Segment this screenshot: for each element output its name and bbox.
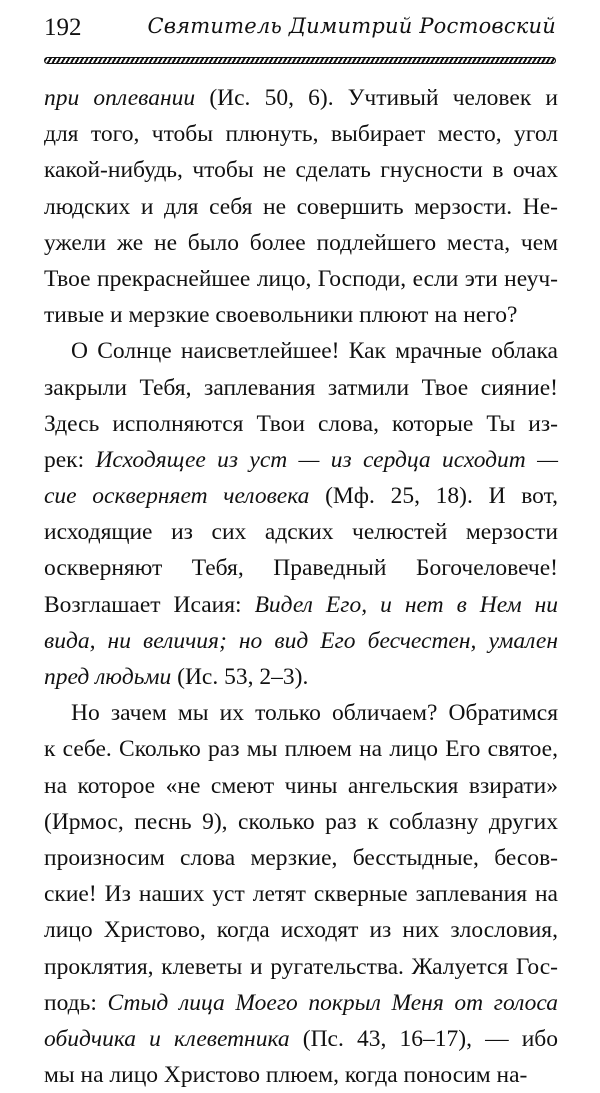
text-run: мы на лицо Христово плюем, когда поносим на-: [44, 1062, 528, 1089]
text-run: людских и для себя не совершить мерзости. Не-: [44, 193, 558, 220]
text-run: О Солнце наисветлейшее! Как мрачные облака: [71, 338, 558, 365]
italic-quote: обидчика и клеветника: [44, 1025, 290, 1052]
text-line: [44, 550, 558, 586]
italic-quote: Стыд лица Моего покрыл Меня от голоса: [107, 989, 558, 1016]
text-run: закрыли Тебя, заплевания затмили Твое сияние!: [44, 374, 558, 401]
italic-quote: при оплевании: [44, 85, 196, 111]
text-line: [44, 261, 558, 297]
text-run: лицо Христово, когда исходят из них злословия,: [44, 917, 558, 944]
page-header: [44, 14, 556, 44]
text-line: [44, 80, 558, 116]
text-line: [44, 876, 558, 912]
text-run: ужели же не было более подлейшего места, чем: [44, 229, 558, 256]
text-run: тивые и мерзкие своевольники плюют на него?: [44, 302, 518, 329]
text-run: оскверняют Тебя, Праведный Богочеловече!: [44, 555, 558, 582]
italic-quote: вида, ни величия; но вид Его бесчестен, умален: [44, 627, 558, 654]
text-run: Но зачем мы их только обличаем? Обратимся: [71, 700, 558, 727]
text-run: Здесь исполняются Твои слова, которые Ты из-: [44, 410, 558, 437]
text-line: [44, 659, 558, 695]
text-line: [44, 804, 558, 840]
running-title: Святитель Димитрий Ростовский: [147, 14, 556, 38]
text-line: [44, 731, 558, 767]
text-line: [44, 768, 558, 804]
text-line: [44, 225, 558, 261]
text-run: Возглашает Исаия:: [44, 591, 255, 618]
text-line: [44, 912, 558, 948]
text-line: [44, 1057, 558, 1093]
text-run: Твое прекраснейшее лицо, Господи, если эти неуч-: [44, 265, 558, 292]
italic-quote: пред людьми: [44, 664, 172, 690]
text-line: [44, 189, 558, 225]
rope-ornament-divider: [44, 57, 556, 64]
text-run: (Пс. 43, 16–17), — ибо: [289, 1025, 558, 1052]
italic-quote: сие оскверняет человека: [44, 483, 310, 510]
text-run: к себе. Сколько раз мы плюем на лицо Его святое,: [44, 736, 558, 763]
page-number: 192: [44, 14, 82, 41]
body-text: [44, 80, 558, 1093]
text-line: [44, 297, 558, 333]
text-run: проклятия, клеветы и ругательства. Жалуется Гос-: [44, 953, 558, 980]
text-line: [44, 985, 558, 1021]
text-line: [44, 406, 558, 442]
text-line: [44, 840, 558, 876]
text-line: [44, 333, 558, 369]
text-line: [44, 370, 558, 406]
text-line: [44, 695, 558, 731]
text-line: [44, 587, 558, 623]
text-run: (Ис. 53, 2–3).: [171, 664, 309, 690]
text-run: (Ирмос, песнь 9), сколько раз к соблазну других: [44, 808, 558, 835]
text-line: [44, 623, 558, 659]
text-line: [44, 152, 558, 188]
text-line: [44, 478, 558, 514]
text-run: какой-нибудь, чтобы не сделать гнусности в очах: [44, 157, 558, 184]
text-line: [44, 514, 558, 550]
paragraph: [44, 333, 558, 695]
text-run: (Мф. 25, 18). И вот,: [309, 483, 559, 510]
text-run: ские! Из наших уст летят скверные заплевания на: [44, 881, 558, 908]
paragraph: [44, 80, 558, 333]
text-run: исходящие из сих адских челюстей мерзости: [44, 519, 558, 546]
italic-quote: Видел Его, и нет в Нем ни: [254, 591, 558, 618]
text-line: [44, 442, 558, 478]
text-line: [44, 949, 558, 985]
text-run: на которое «не смеют чины ангельския взирати»: [44, 772, 558, 799]
text-run: произносим слова мерзкие, бесстыдные, бесов-: [44, 844, 558, 871]
text-run: подь:: [44, 989, 108, 1016]
italic-quote: Исходящее из уст — из сердца исходит —: [95, 446, 558, 473]
text-run: для того, чтобы плюнуть, выбирает место, угол: [44, 121, 558, 148]
text-line: [44, 1021, 558, 1057]
text-line: [44, 116, 558, 152]
paragraph: [44, 695, 558, 1093]
text-run: (Ис. 50, 6). Учтивый человек и: [195, 85, 558, 111]
text-run: рек:: [44, 446, 96, 473]
